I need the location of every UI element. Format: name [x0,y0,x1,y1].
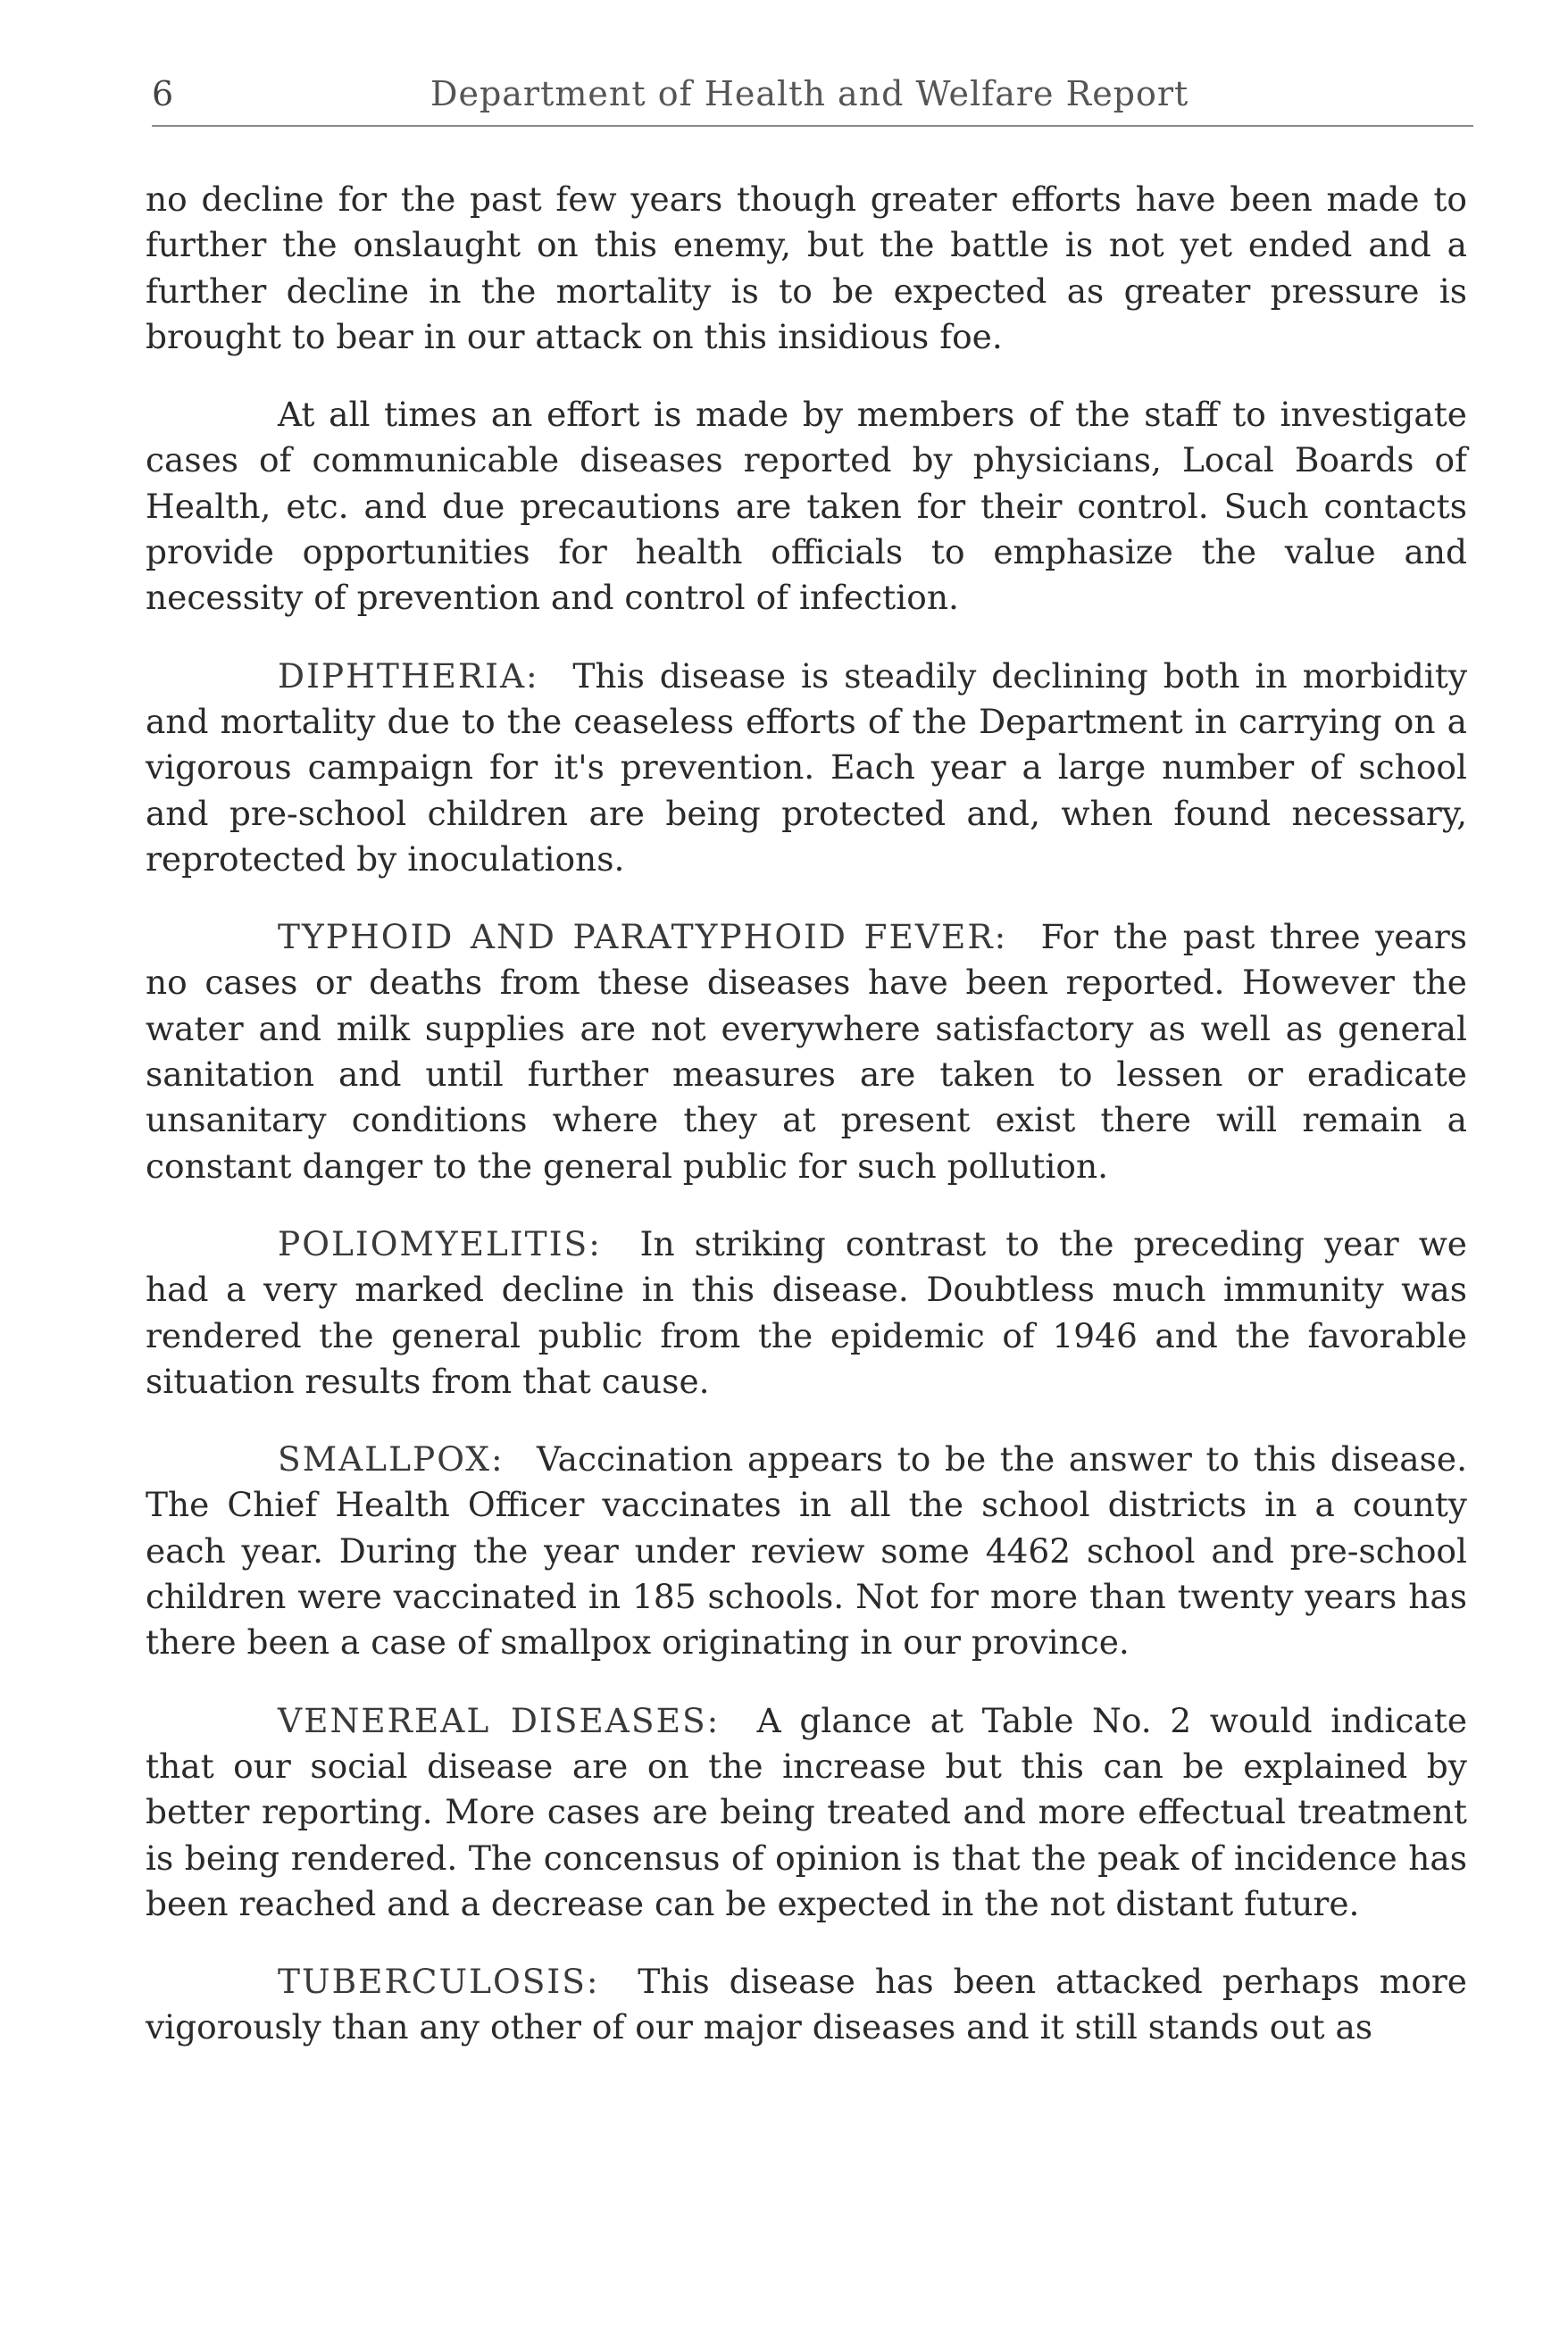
paragraph-venereal-diseases [146,1698,1467,1927]
paragraph-text: no decline for the past few years though greater efforts have been made to further the onslaught on this enemy, but the battle is not yet ended and a further decline in the mortality is to be expected as greater pressure is brought to bear in our attack on this insidious foe. [146,179,1467,356]
paragraph-text: A glance at Table No. 2 would indicate that our social disease are on the increase but this can be explained by better reporting. More cases are being treated and more effectual treatment is being rendered. The concensus of opinion is that the peak of incidence has been reached and a decrease can be expected in the not distant future. [146,1700,1468,1923]
paragraph-text: This disease is steadily declining both in morbidity and mortality due to the ceaseless efforts of the Department in carrying on a vigorous campaign for it's prevention. Each year a large number of school and pre-school children are being protected and, when found necessary, reprotected by inoculations. [146,655,1468,879]
paragraph-poliomyelitis [146,1221,1467,1405]
paragraph-diphtheria [146,654,1467,882]
paragraph-communicable-diseases [146,392,1467,621]
page-number: 6 [152,74,174,113]
paragraph-smallpox [146,1437,1467,1665]
paragraph-text: At all times an effort is made by members of the staff to investigate cases of communicable diseases reported by physicians, Local Boards of Health, etc. and due precautions are taken for their control. Such contacts provide opportunities for health officials to emphasize the value and necessity of prevention and control of infection. [146,395,1467,618]
paragraph-text: For the past three years no cases or deaths from these diseases have been reported. However the water and milk supplies are not everywhere satisfactory as well as general sanitation and until further measures are taken to lessen or eradicate unsanitary conditions where they at present exist there will remain a constant danger to the general public for such pollution. [146,917,1468,1186]
report-body [146,177,1467,2083]
paragraph-text: This disease has been attacked perhaps more vigorously than any other of our major diseases and it still stands out as [146,1962,1468,2047]
paragraph-tuberculosis-continued [146,177,1467,360]
section-heading: VENEREAL DISEASES: [278,1700,739,1740]
paragraph-text: Vaccination appears to be the answer to this disease. The Chief Health Officer vaccinates in all the school districts in a county each year. During the year under review some 4462 school and pre-school children were vaccinated in 185 schools. Not for more than twenty years has there been a case of smallpox originating in our province. [146,1439,1467,1663]
running-head: Department of Health and Welfare Report [430,74,1189,113]
section-heading: SMALLPOX: [278,1439,523,1480]
section-heading: POLIOMYELITIS: [278,1223,621,1263]
page-header [152,71,1473,127]
paragraph-text: In striking contrast to the preceding year we had a very marked decline in this disease. Doubtless much immunity was rendered the general public from the epidemic of 1946 and the favorable situation results from that cause. [146,1223,1467,1401]
section-heading: DIPHTHERIA: [278,655,558,696]
section-heading: TUBERCULOSIS: [278,1962,619,2002]
paragraph-typhoid [146,914,1467,1189]
paragraph-tuberculosis [146,1959,1467,2051]
section-heading: TYPHOID AND PARATYPHOID FEVER: [278,917,1027,957]
